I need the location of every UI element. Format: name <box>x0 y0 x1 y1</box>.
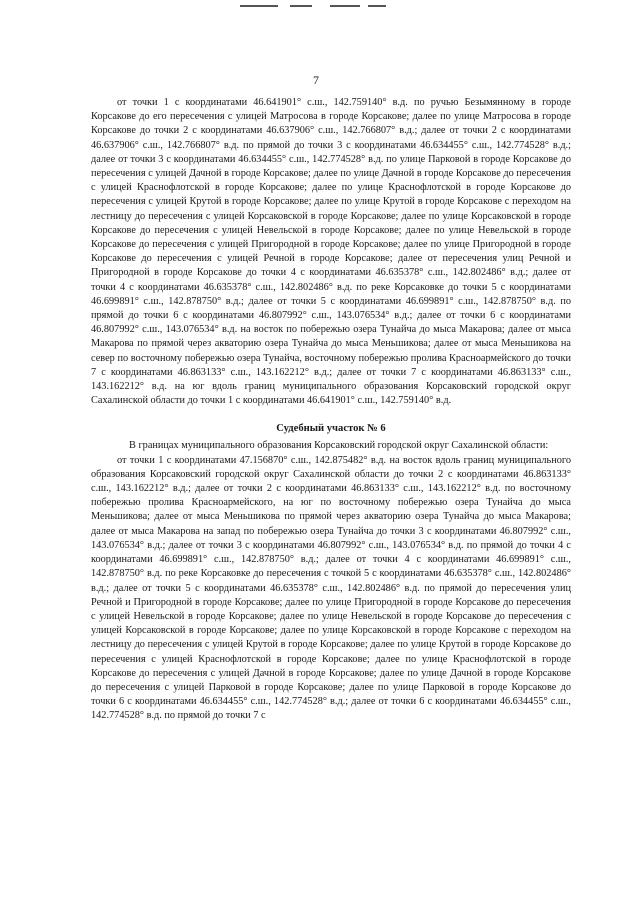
paragraph-boundary-description: от точки 1 с координатами 46.641901° с.ш., 142.759140° в.д. по ручью Безымянному в городе Корсакове до его пересечения с улицей Матросова в городе Корсакове; далее по улице Матросова в городе Корсакове до точки 2 с координатами 46.637906° с.ш., 142.766807° в.д.; далее от точки 2 с координатами 46.637906° с.ш., 142.766807° в.д. по прямой до точки 3 с координатами 46.634455° с.ш., 142.774528° в.д.; далее от точки 3 с координатами 46.634455° с.ш., 142.774528° в.д. по улице Парковой в городе Корсакове до пересечения с улицей Дачной в городе Корсакове; далее по улице Дачной в городе Корсакове до пересечения с улицей Краснофлотской в городе Корсакове; далее по улице Краснофлотской в городе Корсакове до пересечения с улицей Крутой в городе Корсакове; далее по улице Крутой в городе Корсакове с переходом на лестницу до пересечения с улицей Корсаковской в городе Корсакове; далее по улице Корсаковской в городе Корсакове до пересечения с улицей Невельской в городе Корсакове; далее по улице Невельской в городе Корсакове до пересечения с улицей Пригородной в городе Корсакове; далее по улице Пригородной в городе Корсакове до пересечения с улицей Речной в городе Корсакове; далее от пересечения улиц Речной и Пригородной в городе Корсакове до точки 4 с координатами 46.635378° с.ш., 142.802486° в.д.; далее от точки 4 с координатами 46.635378° с.ш., 142.802486° в.д. по реке Корсаковке до точки 5 с координатами 46.699891° с.ш., 142.878750° в.д.; далее от точки 5 с координатами 46.699891° с.ш., 142.878750° в.д. по прямой до точки 6 с координатами 46.807992° с.ш., 143.076534° в.д.; далее от точки 6 с координатами 46.807992° с.ш., 143.076534° в.д. на восток по побережью озера Тунайча до мыса Макарова; далее от мыса Макарова по прямой через акваторию озера Тунайча до мыса Меньшикова; далее от мыса Меньшикова на север по восточному побережью озера Тунайча, восточному побережью пролива Красноармейского до точки 7 с координатами 46.863133° с.ш., 143.162212° в.д.; далее от точки 7 с координатами 46.863133° с.ш., 143.162212° в.д. на юг вдоль границ муниципального образования Корсаковский городской округ Сахалинской области до точки 1 с координатами 46.641901° с.ш., 142.759140° в.д. <box>91 97 571 407</box>
paragraph-boundary-description-2: от точки 1 с координатами 47.156870° с.ш., 142.875482° в.д. на восток вдоль границ муниципального образования Корсаковский городской округ Сахалинской области до точки 2 с координатами 46.863133° с.ш., 143.162212° в.д.; далее от точки 2 с координатами 46.863133° с.ш., 143.162212° в.д. по восточному побережью пролива Красноармейского, на юг по восточному побережью озера Тунайча до мыса Меньшикова; далее от мыса Меньшикова по прямой через акваторию озера Тунайча до мыса Макарова; далее от мыса Макарова на запад по побережью озера Тунайча до точки 3 с координатами 46.807992° с.ш., 143.076534° в.д.; далее от точки 3 с координатами 46.807992° с.ш., 143.076534° в.д. по прямой до точки 4 с координатами 46.699891° с.ш., 142.878750° в.д.; далее от точки 4 с координатами 46.699891° с.ш., 142.878750° в.д. по реке Корсаковке до пересечения с точкой 5 с координатами 46.635378° с.ш., 142.802486° в.д.; далее от точки 5 с координатами 46.635378° с.ш., 142.802486° в.д. по прямой до пересечения улиц Речной и Пригородной в городе Корсакове; далее по улице Пригородной в городе Корсакове до пересечения с улицей Невельской в городе Корсакове; далее по улице Невельской в городе Корсакове до пересечения с улицей Корсаковской в городе Корсакове; далее по улице Корсаковской в городе Корсакове с переходом на лестницу до пересечения с улицей Крутой в городе Корсакове; далее по улице Крутой в городе Корсакове до пересечения с улицей Краснофлотской в городе Корсакове; далее по улице Краснофлотской в городе Корсакове до пересечения с улицей Дачной в городе Корсакове; далее по улице Дачной в городе Корсакове до пересечения с улицей Парковой в городе Корсакове; далее по улице Парковой в городе Корсакове до точки 6 с координатами 46.634455° с.ш., 142.774528° в.д.; далее от точки 6 с координатами 46.634455° с.ш., 142.774528° в.д. по прямой до точки 7 с <box>91 454 571 722</box>
document-body <box>91 96 571 724</box>
paragraph-area-intro: В границах муниципального образования Корсаковский городской округ Сахалинской области: <box>129 440 549 452</box>
page-number: 7 <box>313 73 319 87</box>
scan-artifact-marks <box>230 2 400 10</box>
section-heading: Судебный участок № 6 <box>276 423 386 435</box>
